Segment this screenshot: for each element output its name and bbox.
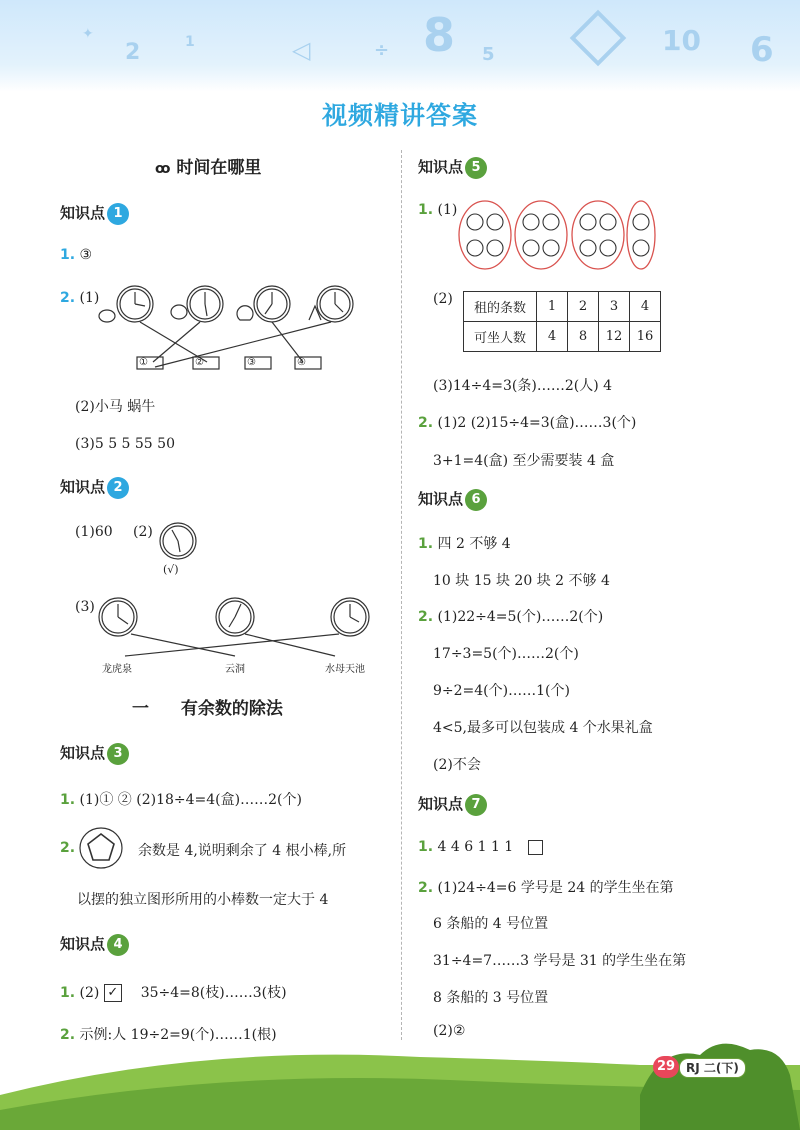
section-icon: ꝏ bbox=[155, 161, 171, 177]
k6-q2-line2: 17÷3=5(个)……2(个) bbox=[433, 646, 579, 662]
clock-matching-figure-2 bbox=[95, 596, 375, 658]
deco-diamond-icon bbox=[570, 10, 627, 67]
knowledge-point-1: 知识点 1 bbox=[60, 202, 129, 225]
k7-q2-line2: 6 条船的 4 号位置 bbox=[433, 916, 549, 932]
table-cell: 3 bbox=[599, 292, 630, 322]
check-box: ✓ bbox=[104, 984, 122, 1002]
deco-digit: 10 bbox=[662, 24, 701, 57]
k1-q2-part2: (2)小马 蜗牛 bbox=[75, 399, 156, 415]
empty-square bbox=[528, 840, 543, 855]
k4-q2: 2. 示例:人 19÷2=9(个)……1(根) bbox=[60, 1027, 277, 1043]
page-number: 29 bbox=[653, 1056, 679, 1078]
table-cell: 12 bbox=[599, 322, 630, 352]
page-title: 视频精讲答案 bbox=[321, 101, 478, 130]
deco-digit: ÷ bbox=[374, 40, 390, 61]
k7-q2-line4: 8 条船的 3 号位置 bbox=[433, 990, 549, 1006]
kp-number-badge: 1 bbox=[107, 203, 129, 225]
table-cell: 8 bbox=[568, 322, 599, 352]
clock-matching-figure bbox=[95, 282, 360, 377]
k5-q2: 2. (1)2 (2)15÷4=3(盒)……3(个) bbox=[418, 415, 637, 431]
table-header-cell: 租的条数 bbox=[464, 292, 537, 322]
k6-q1: 1. 四 2 不够 4 bbox=[418, 536, 511, 552]
k3-q2-num: 2. bbox=[60, 840, 76, 856]
match-label: ④ bbox=[297, 357, 306, 368]
k7-q1: 1. 4 4 6 1 1 1 bbox=[418, 839, 543, 855]
k1-q2-label: 2. (1) bbox=[60, 290, 100, 306]
k5-q2-line2: 3+1=4(盒) 至少需要装 4 盒 bbox=[433, 453, 615, 469]
edition-label: RJ 二(下) bbox=[679, 1058, 746, 1078]
kp-number-badge: 4 bbox=[107, 934, 129, 956]
k7-q2-line5: (2)② bbox=[433, 1023, 466, 1039]
k4-q1: 1. (2) ✓ 35÷4=8(枝)……3(枝) bbox=[60, 985, 287, 1001]
k2-part3: (3) bbox=[75, 599, 95, 615]
k2-part1: (1)60 bbox=[75, 524, 113, 540]
k7-q2: 2. (1)24÷4=6 学号是 24 的学生坐在第 bbox=[418, 880, 674, 896]
knowledge-point-2: 知识点 2 bbox=[60, 476, 129, 499]
k2-check: (√) bbox=[163, 563, 179, 576]
k5-q1-part3: (3)14÷4=3(条)……2(人) 4 bbox=[433, 378, 613, 394]
pentagon-figure bbox=[78, 826, 124, 870]
k3-q1: 1. (1)① ② (2)18÷4=4(盒)……2(个) bbox=[60, 792, 302, 808]
table-row bbox=[464, 322, 661, 352]
k3-q2-line1: 余数是 4,说明剩余了 4 根小棒,所 bbox=[138, 843, 347, 859]
k2-part2: (2) bbox=[133, 524, 153, 540]
deco-digit: 8 bbox=[423, 8, 456, 62]
deco-digit: 6 bbox=[750, 30, 774, 70]
match-label: ② bbox=[195, 357, 204, 368]
kp-number-badge: 2 bbox=[107, 477, 129, 499]
column-divider bbox=[401, 150, 402, 1040]
kp-number-badge: 7 bbox=[465, 794, 487, 816]
deco-digit: 5 bbox=[482, 44, 495, 65]
k3-q2-line2: 以摆的独立图形所用的小棒数一定大于 4 bbox=[77, 892, 329, 908]
deco-digit: 2 bbox=[125, 40, 141, 65]
section-title-text: 时间在哪里 bbox=[176, 158, 262, 178]
k7-q2-line3: 31÷4=7……3 学号是 31 的学生坐在第 bbox=[433, 953, 687, 969]
deco-star-icon: ✦ bbox=[82, 26, 94, 42]
knowledge-point-3: 知识点 3 bbox=[60, 742, 129, 765]
table-row bbox=[464, 292, 661, 322]
clock-figure bbox=[158, 521, 198, 561]
k6-q2-line5: (2)不会 bbox=[433, 757, 481, 773]
knowledge-point-4: 知识点 4 bbox=[60, 933, 129, 956]
deco-triangle-icon: ◁ bbox=[292, 36, 311, 64]
table-header-cell: 可坐人数 bbox=[464, 322, 537, 352]
k5-q1: 1. (1) bbox=[418, 202, 458, 218]
k6-q2: 2. (1)22÷4=5(个)……2(个) bbox=[418, 609, 604, 625]
section-title-time bbox=[155, 153, 261, 178]
header-banner bbox=[0, 0, 800, 92]
boat-table bbox=[463, 291, 661, 352]
match-label: ① bbox=[139, 357, 148, 368]
table-cell: 16 bbox=[630, 322, 661, 352]
k1-q1: 1. ③ bbox=[60, 247, 93, 263]
table-cell: 4 bbox=[630, 292, 661, 322]
k6-q2-line3: 9÷2=4(个)……1(个) bbox=[433, 683, 570, 699]
table-cell: 1 bbox=[537, 292, 568, 322]
k5-q1-part2: (2) bbox=[433, 291, 453, 307]
footer-hills bbox=[0, 1035, 800, 1130]
table-cell: 2 bbox=[568, 292, 599, 322]
match-label: ③ bbox=[247, 357, 256, 368]
kp-number-badge: 3 bbox=[107, 743, 129, 765]
kp-number-badge: 5 bbox=[465, 157, 487, 179]
k6-q2-line4: 4<5,最多可以包装成 4 个水果礼盒 bbox=[433, 720, 653, 736]
knowledge-point-7: 知识点 7 bbox=[418, 793, 487, 816]
place-label: 龙虎泉 bbox=[102, 664, 132, 675]
knowledge-point-5: 知识点 5 bbox=[418, 156, 487, 179]
kp-number-badge: 6 bbox=[465, 489, 487, 511]
grouping-figure bbox=[458, 200, 668, 272]
place-label: 云洞 bbox=[225, 664, 245, 675]
deco-digit: 1 bbox=[185, 34, 195, 50]
section-title-division: 一 有余数的除法 bbox=[132, 699, 283, 719]
k1-q2-part3: (3)5 5 5 55 50 bbox=[75, 436, 175, 452]
k6-q1-line2: 10 块 15 块 20 块 2 不够 4 bbox=[433, 573, 610, 589]
table-cell: 4 bbox=[537, 322, 568, 352]
place-label: 水母天池 bbox=[325, 664, 365, 675]
knowledge-point-6: 知识点 6 bbox=[418, 488, 487, 511]
